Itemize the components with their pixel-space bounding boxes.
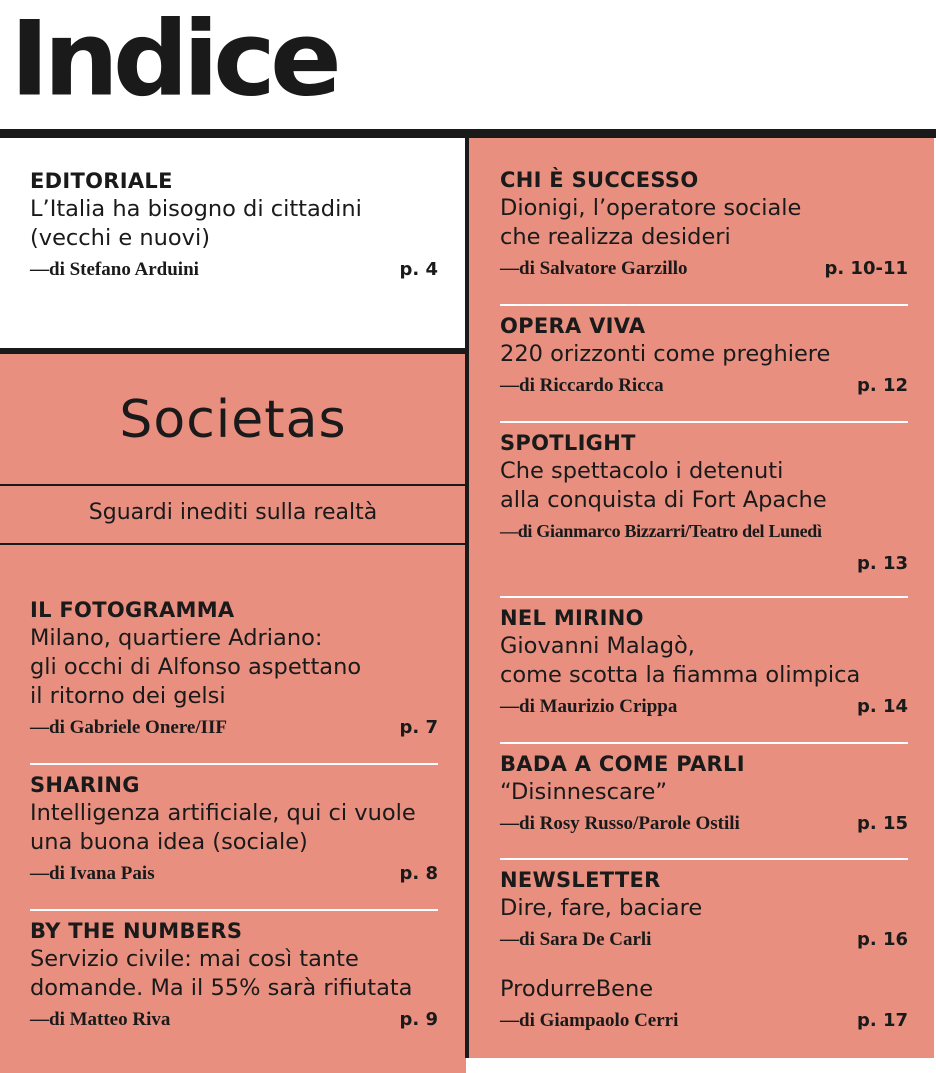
entry-headline: gli occhi di Alfonso aspettano <box>30 654 362 680</box>
entry-byline: —di Riccardo Ricca <box>500 375 664 396</box>
toc-entry-chi-e-successo[interactable] <box>500 167 908 284</box>
entry-headline: come scotta la fiamma olimpica <box>500 662 861 688</box>
entry-section: CHI È SUCCESSO <box>500 168 699 192</box>
societas-title: Societas <box>119 390 347 450</box>
entry-page: p. 8 <box>399 863 438 884</box>
column-divider <box>465 138 469 1058</box>
entry-page: p. 9 <box>399 1009 438 1030</box>
entry-page: p. 16 <box>856 929 908 950</box>
entry-page: p. 12 <box>856 375 908 396</box>
entry-separator <box>30 909 438 911</box>
entry-section: BADA A COME PARLI <box>500 752 745 776</box>
toc-entry-opera-viva[interactable] <box>500 313 908 401</box>
entry-section: EDITORIALE <box>30 169 173 193</box>
entry-headline: “Disinnescare” <box>500 779 668 805</box>
entry-headline: L’Italia ha bisogno di cittadini <box>30 196 362 222</box>
entry-byline: —di Salvatore Garzillo <box>500 258 688 279</box>
entry-byline: —di Maurizio Crippa <box>500 696 678 717</box>
toc-entry-editoriale[interactable] <box>30 168 438 285</box>
entry-byline: —di Stefano Arduini <box>30 259 199 280</box>
entry-separator <box>500 421 908 423</box>
entry-section: NEWSLETTER <box>500 868 661 892</box>
entry-headline: il ritorno dei gelsi <box>30 683 226 709</box>
toc-entry-il-fotogramma[interactable] <box>30 597 438 743</box>
entry-headline: 220 orizzonti come preghiere <box>500 341 831 367</box>
toc-entry-bada-a-come-parli[interactable] <box>500 751 908 839</box>
entry-section: NEL MIRINO <box>500 606 644 630</box>
entry-headline: Dionigi, l’operatore sociale <box>500 195 802 221</box>
entry-page: p. 4 <box>399 259 438 280</box>
entry-headline: una buona idea (sociale) <box>30 829 308 855</box>
entry-headline: Dire, fare, baciare <box>500 895 703 921</box>
entry-headline: Che spettacolo i detenuti <box>500 458 784 484</box>
entry-section: SHARING <box>30 773 140 797</box>
entry-headline: Milano, quartiere Adriano: <box>30 625 323 651</box>
entry-section: BY THE NUMBERS <box>30 919 243 943</box>
toc-entry-newsletter[interactable] <box>500 867 908 955</box>
entry-separator <box>500 304 908 306</box>
entry-byline: —di Sara De Carli <box>500 929 652 950</box>
entry-byline: —di Gianmarco Bizzarri/Teatro del Lunedì <box>500 521 822 541</box>
societas-tagline: Sguardi inediti sulla realtà <box>88 500 378 525</box>
entry-separator <box>30 763 438 765</box>
entry-byline: —di Gabriele Onere/IIF <box>30 717 228 738</box>
toc-entry-sharing[interactable] <box>30 772 438 889</box>
entry-headline: (vecchi e nuovi) <box>30 225 210 251</box>
entry-byline: —di Giampaolo Cerri <box>500 1010 679 1031</box>
toc-entry-produrrebene[interactable] <box>500 975 908 1036</box>
entry-section: SPOTLIGHT <box>500 431 636 455</box>
entry-headline: domande. Ma il 55% sarà rifiutata <box>30 975 413 1001</box>
band-rule-top <box>0 484 466 486</box>
entry-page: p. 7 <box>399 717 438 738</box>
entry-separator <box>500 742 908 744</box>
entry-byline: —di Ivana Pais <box>30 863 155 884</box>
entry-page: p. 17 <box>856 1010 908 1031</box>
left-mid-rule <box>0 348 466 354</box>
band-rule-bottom <box>0 543 466 545</box>
entry-byline: —di Matteo Riva <box>30 1009 171 1030</box>
entry-headline: Servizio civile: mai così tante <box>30 946 359 972</box>
entry-page: p. 15 <box>856 813 908 834</box>
entry-headline: alla conquista di Fort Apache <box>500 487 827 513</box>
entry-page: p. 10-11 <box>824 258 908 279</box>
entry-byline: —di Rosy Russo/Parole Ostili <box>500 813 740 834</box>
entry-page: p. 14 <box>856 696 908 717</box>
entry-headline: che realizza desideri <box>500 224 731 250</box>
top-rule <box>0 129 936 138</box>
toc-entry-by-the-numbers[interactable] <box>30 918 438 1035</box>
entry-page: p. 13 <box>856 553 908 574</box>
entry-separator <box>500 858 908 860</box>
entry-section: IL FOTOGRAMMA <box>30 598 235 622</box>
entry-section: OPERA VIVA <box>500 314 646 338</box>
entry-headline: ProdurreBene <box>500 976 654 1002</box>
toc-entry-spotlight[interactable] <box>500 430 908 579</box>
toc-entry-nel-mirino[interactable] <box>500 605 908 722</box>
entry-headline: Intelligenza artificiale, qui ci vuole <box>30 800 416 826</box>
entry-headline: Giovanni Malagò, <box>500 633 695 659</box>
entry-separator <box>500 596 908 598</box>
page-title: Indice <box>10 0 336 119</box>
